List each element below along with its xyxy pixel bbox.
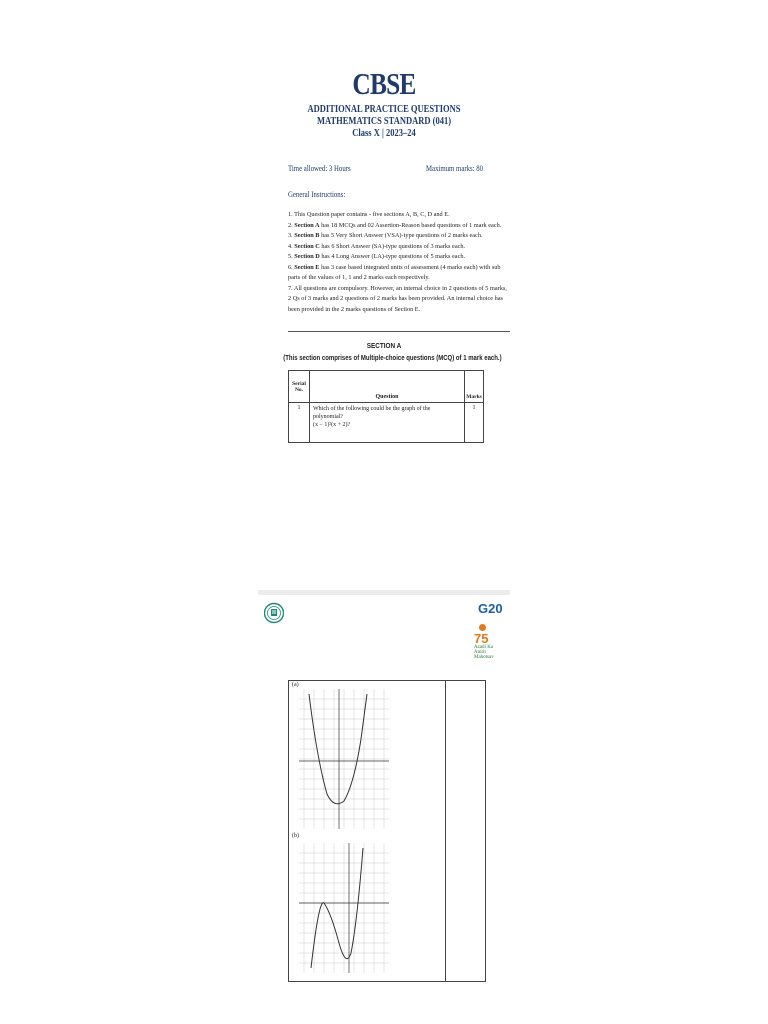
option-a-label: (a): [292, 682, 299, 688]
instruction-item: 6. Section E has 3 case based integrated units of assessment (4 marks each) with sub parts of the values of 1, 1 and 2 marks each respectively.: [288, 263, 501, 281]
general-instructions-title: General Instructions:: [288, 190, 346, 199]
header-serial: Serial No.: [289, 371, 310, 403]
section-divider: [288, 331, 510, 332]
row-question: [310, 403, 465, 443]
document-page-1: [258, 60, 510, 510]
instruction-item: 2. Section A has 18 MCQs and 02 Assertion-Reason based questions of 1 mark each.: [288, 221, 502, 229]
paper-title: ADDITIONAL PRACTICE QUESTIONS: [307, 104, 461, 115]
option-b-label: (b): [292, 833, 299, 839]
cbse-logo-icon: [264, 602, 284, 624]
question-text: Which of the following could be the graph of the polynomial?: [313, 406, 431, 420]
question-expression: (x − 1)²(x + 2)?: [313, 422, 351, 428]
table-row: [289, 403, 484, 443]
time-allowed: Time allowed: 3 Hours: [288, 164, 351, 173]
instruction-item: 7. All questions are compulsory. However, an internal choice in 2 questions of 5 marks, 2 Qs of 3 marks and 2 questions of 2 marks has been provided. An internal choice has been provided in the 2 marks questions of Section E.: [288, 284, 507, 313]
graph-option-a: [299, 689, 389, 829]
azadi-logo-icon: 75 Azadi Ka Amrit Mahotsav: [474, 631, 494, 660]
class-year: Class X | 2023–24: [352, 128, 416, 139]
header-marks: Marks: [465, 371, 484, 403]
g20-logo-icon: G20: [478, 600, 510, 636]
table-header-row: [289, 371, 484, 403]
paper-subject: MATHEMATICS STANDARD (041): [316, 116, 452, 127]
instruction-item: 1. This Question paper contains - five sections A, B, C, D and E.: [288, 211, 450, 218]
row-serial: 1: [289, 403, 310, 443]
section-title: SECTION A: [366, 341, 402, 350]
graph-option-b: [299, 843, 389, 973]
instruction-item: 5. Section D has 4 Long Answer (LA)-type questions of 5 marks each.: [288, 253, 466, 260]
answer-options-frame: [288, 680, 486, 982]
question-table: [288, 370, 484, 443]
row-marks: 1: [465, 403, 484, 443]
document-page-2: [258, 596, 510, 986]
brand-title: CBSE: [352, 66, 416, 101]
header-question: Question: [310, 371, 465, 403]
maximum-marks: Maximum marks: 80: [426, 164, 484, 173]
instruction-item: 4. Section C has 6 Short Answer (SA)-type questions of 3 marks each.: [288, 242, 466, 250]
instructions-list: [288, 210, 513, 315]
instruction-item: 3. Section B has 5 Very Short Answer (VSA)-type questions of 2 marks each.: [288, 232, 483, 239]
page-break: [258, 590, 510, 595]
section-subtitle: (This section comprises of Multiple-choice questions (MCQ) of 1 mark each.): [283, 353, 502, 362]
